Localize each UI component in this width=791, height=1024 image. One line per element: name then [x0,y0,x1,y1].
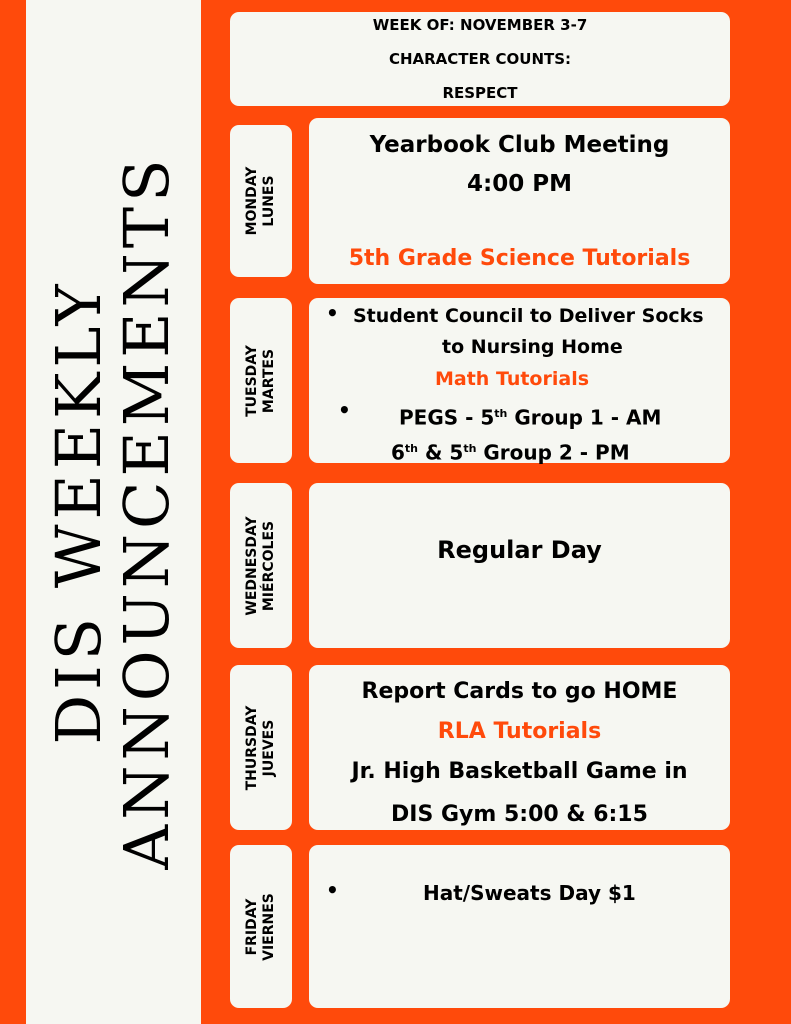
day-label-wednesday [230,483,292,648]
friday-card [309,845,730,1008]
week-of: WEEK OF: NOVEMBER 3-7 [372,16,588,34]
day-es: MARTES [261,348,277,413]
bullet-icon: • [326,878,339,902]
monday-card [309,118,730,284]
day-es: MIÉRCOLES [261,520,277,611]
basketball-time: DIS Gym 5:00 & 6:15 [391,802,648,827]
basketball-game: Jr. High Basketball Game in [351,759,688,784]
yearbook-time: 4:00 PM [467,171,572,197]
bullet-icon: • [326,301,339,325]
character-counts: CHARACTER COUNTS: [388,50,572,68]
page-title [42,154,183,870]
day-en: THURSDAY [244,705,260,790]
science-tutorials: 5th Grade Science Tutorials [348,246,691,271]
day-label-thursday [230,665,292,830]
day-en: TUESDAY [244,344,260,417]
day-es: LUNES [261,175,277,227]
hat-sweats-day: Hat/Sweats Day $1 [423,881,636,905]
title-line-2: ANNOUNCEMENTS [110,154,183,870]
wednesday-card [309,483,730,648]
rla-tutorials: RLA Tutorials [437,719,602,744]
day-en: FRIDAY [244,898,260,955]
day-es: VIERNES [261,892,277,961]
day-en: MONDAY [244,166,260,236]
day-name-tuesday [244,345,278,417]
thursday-card [309,665,730,830]
yearbook-event: Yearbook Club Meeting [369,132,670,158]
day-label-friday [230,845,292,1008]
day-name-thursday [244,705,278,790]
council-line-1: Student Council to Deliver Socks [353,305,704,327]
tuesday-card [309,298,730,463]
day-label-tuesday [230,298,292,463]
bullet-icon: • [338,398,351,422]
council-line-2: to Nursing Home [442,336,623,358]
day-name-monday [244,167,278,236]
pegs-group-1: PEGS - 5th Group 1 - AM [399,405,662,430]
character-trait: RESPECT [442,84,518,102]
week-header-card [230,12,730,106]
day-label-monday [230,125,292,277]
pegs-group-2: 6th & 5th Group 2 - PM [391,440,630,465]
day-name-wednesday [244,516,278,615]
day-es: JUEVES [261,719,277,776]
report-cards: Report Cards to go HOME [361,679,678,704]
day-en: WEDNESDAY [244,515,260,616]
math-tutorials: Math Tutorials [435,368,590,390]
title-line-1: DIS WEEKLY [42,279,115,745]
regular-day: Regular Day [437,536,602,564]
day-name-friday [244,893,278,961]
